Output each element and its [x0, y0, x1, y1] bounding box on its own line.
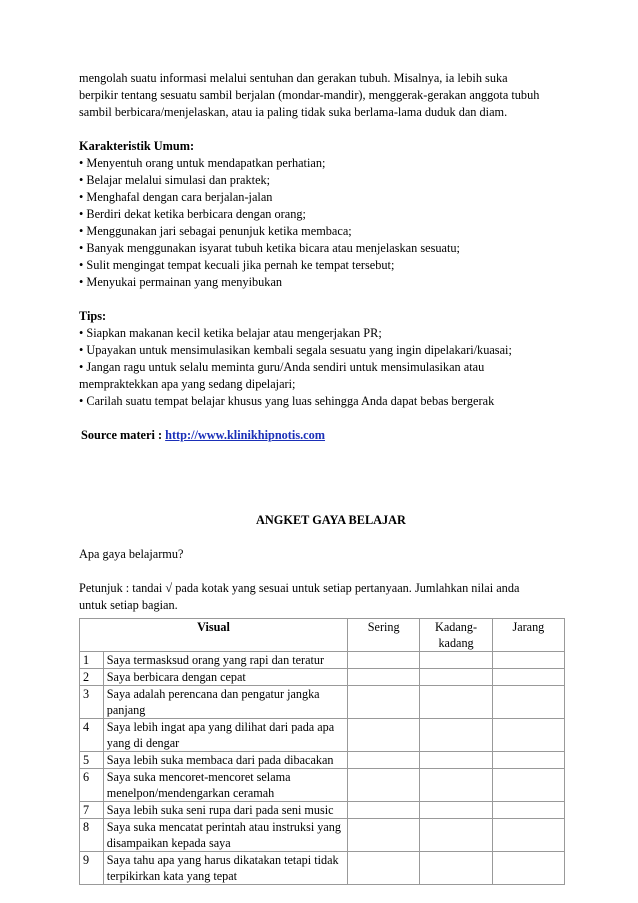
table-row — [80, 669, 565, 686]
row-number: 3 — [80, 686, 104, 719]
list-item: • Upayakan untuk mensimulasikan kembali segala sesuatu yang ingin dipelakari/kuasai; — [79, 343, 512, 357]
jarang-cell[interactable] — [492, 802, 564, 819]
sering-cell[interactable] — [348, 686, 420, 719]
list-item: • Menghafal dengan cara berjalan-jalan — [79, 190, 273, 204]
table-row — [80, 819, 565, 852]
jarang-cell[interactable] — [492, 819, 564, 852]
table-row — [80, 752, 565, 769]
instruction-line: Petunjuk : tandai √ pada kotak yang sesuai untuk setiap pertanyaan. Jumlahkan nilai anda — [79, 581, 520, 595]
sering-cell[interactable] — [348, 852, 420, 885]
intro-line: mengolah suatu informasi melalui sentuhan dan gerakan tubuh. Misalnya, ia lebih suka — [79, 71, 508, 85]
jarang-cell[interactable] — [492, 769, 564, 802]
spacer — [79, 444, 569, 512]
list-item: • Berdiri dekat ketika berbicara dengan orang; — [79, 207, 306, 221]
intro-line: berpikir tentang sesuatu sambil berjalan (mondar-mandir), menggerak-gerakan anggota tubuh — [79, 88, 540, 102]
list-item: • Menggunakan jari sebagai penunjuk ketika membaca; — [79, 224, 352, 238]
list-item: • Sulit mengingat tempat kecuali jika pernah ke tempat tersebut; — [79, 258, 395, 272]
source-link[interactable]: http://www.klinikhipnotis.com — [165, 428, 326, 442]
row-statement: Saya termasksud orang yang rapi dan teratur — [103, 652, 347, 669]
list-item: • Jangan ragu untuk selalu meminta guru/Anda sendiri untuk mensimulasikan atau — [79, 360, 485, 374]
list-item: • Menyukai permainan yang menyibukan — [79, 275, 283, 289]
row-statement: Saya lebih suka membaca dari pada dibacakan — [103, 752, 347, 769]
jarang-cell[interactable] — [492, 719, 564, 752]
source-label: Source materi : — [81, 428, 166, 442]
list-item: • Banyak menggunakan isyarat tubuh ketika bicara atau menjelaskan sesuatu; — [79, 241, 460, 255]
column-header-kadang: Kadang-kadang — [420, 619, 492, 652]
table-row — [80, 686, 565, 719]
list-item: mempraktekkan apa yang sedang dipelajari; — [79, 377, 296, 391]
list-item: • Carilah suatu tempat belajar khusus yang luas sehingga Anda dapat bebas bergerak — [79, 394, 495, 408]
kadang-cell[interactable] — [420, 652, 492, 669]
row-number: 7 — [80, 802, 104, 819]
row-statement: Saya lebih ingat apa yang dilihat dari pada apa yang di dengar — [103, 719, 347, 752]
sering-cell[interactable] — [348, 769, 420, 802]
kadang-cell[interactable] — [420, 852, 492, 885]
instruction-line: untuk setiap bagian. — [79, 598, 178, 612]
category-header: Visual — [80, 619, 348, 652]
row-number: 2 — [80, 669, 104, 686]
list-item: • Belajar melalui simulasi dan praktek; — [79, 173, 271, 187]
tips-heading: Tips: — [79, 309, 107, 323]
sering-cell[interactable] — [348, 719, 420, 752]
kadang-cell[interactable] — [420, 769, 492, 802]
tips-list — [79, 325, 569, 410]
row-statement: Saya lebih suka seni rupa dari pada seni music — [103, 802, 347, 819]
table-row — [80, 769, 565, 802]
sering-cell[interactable] — [348, 652, 420, 669]
karakteristik-list — [79, 155, 569, 291]
row-statement: Saya berbicara dengan cepat — [103, 669, 347, 686]
row-statement: Saya adalah perencana dan pengatur jangka panjang — [103, 686, 347, 719]
document-page — [79, 70, 569, 885]
table-row — [80, 719, 565, 752]
table-row — [80, 852, 565, 885]
row-number: 9 — [80, 852, 104, 885]
column-header-sering: Sering — [348, 619, 420, 652]
jarang-cell[interactable] — [492, 669, 564, 686]
kadang-cell[interactable] — [420, 686, 492, 719]
sering-cell[interactable] — [348, 802, 420, 819]
tips-section — [79, 308, 569, 410]
source-line — [81, 427, 569, 444]
angket-title: ANGKET GAYA BELAJAR — [256, 513, 406, 527]
table-header-row — [80, 619, 565, 652]
row-number: 6 — [80, 769, 104, 802]
row-number: 4 — [80, 719, 104, 752]
kadang-cell[interactable] — [420, 719, 492, 752]
kadang-cell[interactable] — [420, 802, 492, 819]
kadang-cell[interactable] — [420, 819, 492, 852]
sering-cell[interactable] — [348, 819, 420, 852]
karakteristik-section — [79, 138, 569, 291]
list-item: • Menyentuh orang untuk mendapatkan perhatian; — [79, 156, 326, 170]
jarang-cell[interactable] — [492, 852, 564, 885]
row-number: 8 — [80, 819, 104, 852]
angket-instructions — [79, 580, 569, 614]
jarang-cell[interactable] — [492, 686, 564, 719]
row-statement: Saya suka mencatat perintah atau instruksi yang disampaikan kepada saya — [103, 819, 347, 852]
row-number: 5 — [80, 752, 104, 769]
questionnaire-table — [79, 618, 565, 885]
column-header-jarang: Jarang — [492, 619, 564, 652]
list-item: • Siapkan makanan kecil ketika belajar atau mengerjakan PR; — [79, 326, 382, 340]
kadang-cell[interactable] — [420, 669, 492, 686]
intro-paragraph — [79, 70, 569, 121]
row-statement: Saya tahu apa yang harus dikatakan tetapi tidak terpikirkan kata yang tepat — [103, 852, 347, 885]
sering-cell[interactable] — [348, 752, 420, 769]
jarang-cell[interactable] — [492, 752, 564, 769]
intro-line: sambil berbicara/menjelaskan, atau ia paling tidak suka berlama-lama duduk dan diam. — [79, 105, 508, 119]
kadang-cell[interactable] — [420, 752, 492, 769]
row-number: 1 — [80, 652, 104, 669]
row-statement: Saya suka mencoret-mencoret selama menelpon/mendengarkan ceramah — [103, 769, 347, 802]
karakteristik-heading: Karakteristik Umum: — [79, 139, 195, 153]
table-row — [80, 652, 565, 669]
jarang-cell[interactable] — [492, 652, 564, 669]
angket-question: Apa gaya belajarmu? — [79, 547, 184, 561]
table-row — [80, 802, 565, 819]
sering-cell[interactable] — [348, 669, 420, 686]
